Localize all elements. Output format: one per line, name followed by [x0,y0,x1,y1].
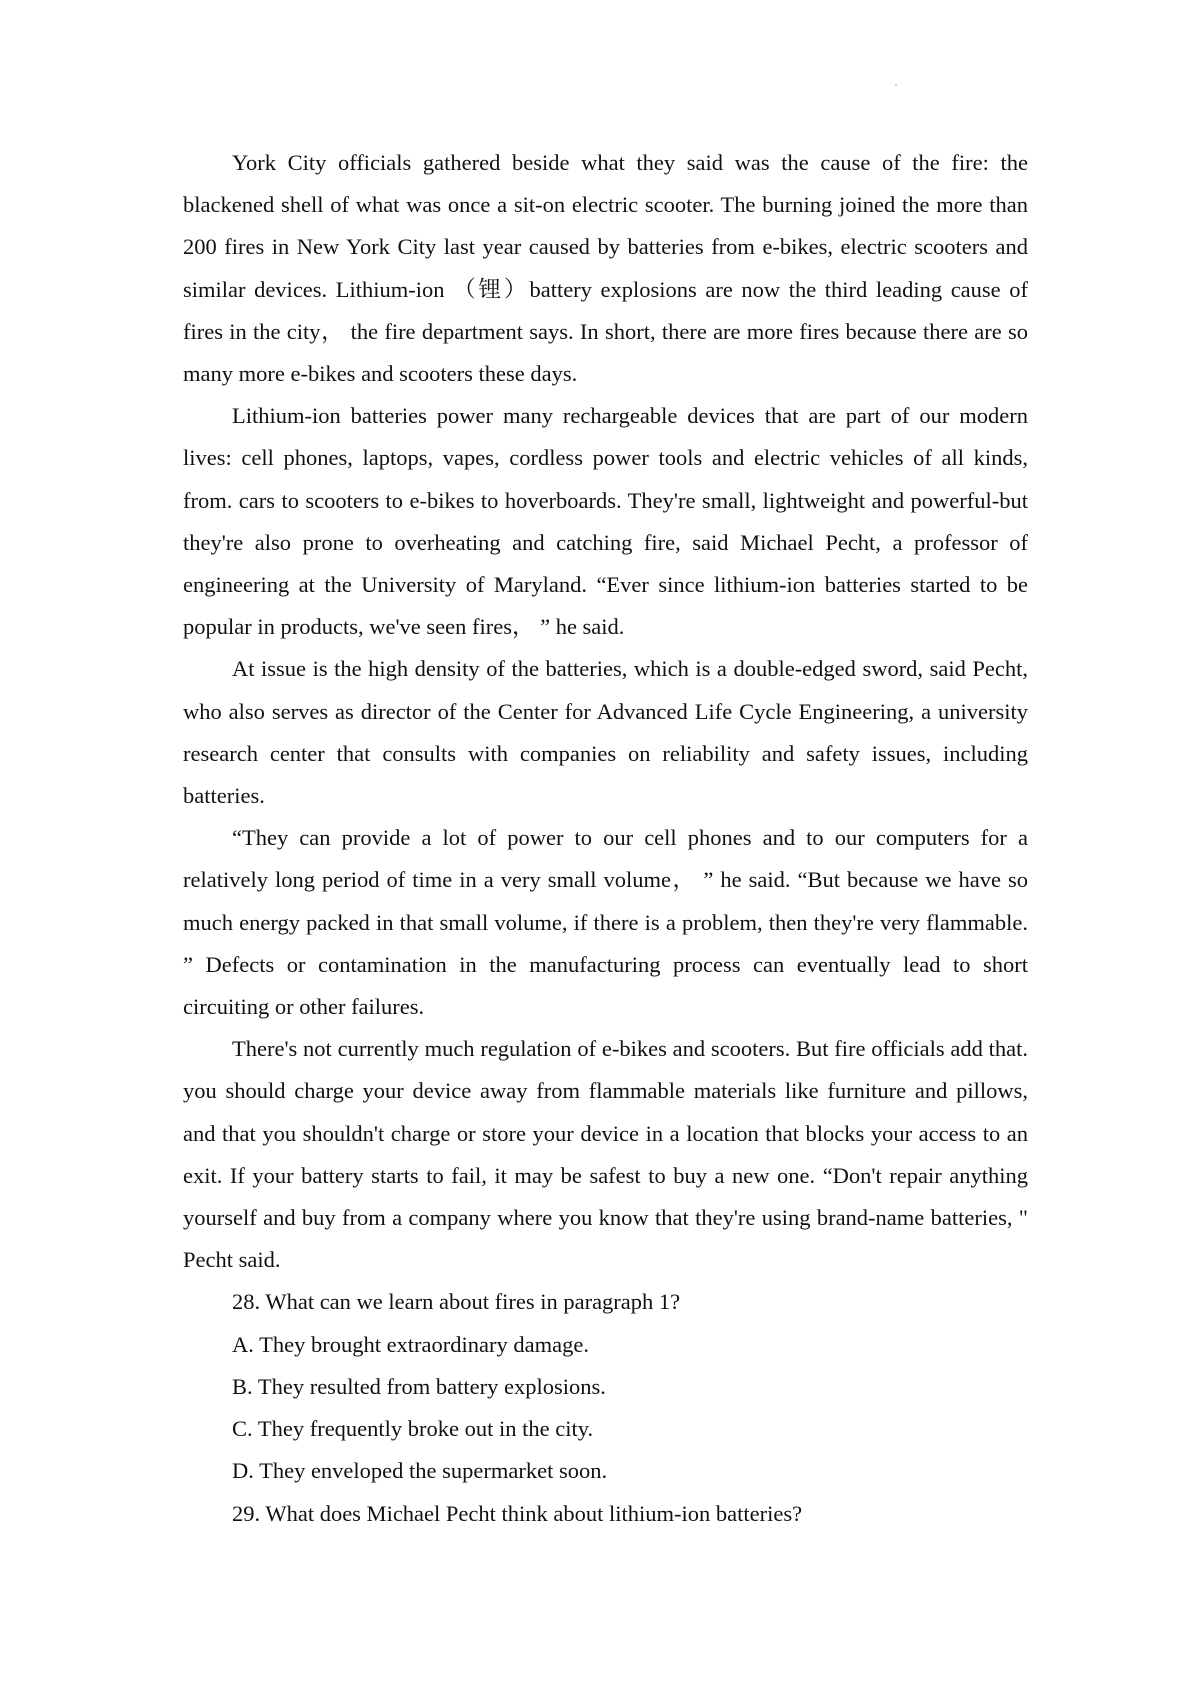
option-d: D. They enveloped the supermarket soon. [232,1458,608,1484]
page-speck [895,84,897,86]
question-28 [183,1281,1028,1492]
paragraph-4: “They can provide a lot of power to our cell phones and to our computers for a relatively long period of time in a very small volume， ” he said. “But because we have so much energy packed in that small volume, if there is a problem, then they're very flammable. ” Defects or contamination in the manufacturing process can eventually lead to short circuiting or other failures. [183,825,1028,1020]
reading-passage [183,142,1028,1535]
question-stem: 28. What can we learn about fires in paragraph 1? [232,1289,681,1315]
question-stem: 29. What does Michael Pecht think about lithium-ion batteries? [232,1500,803,1526]
paragraph-5: There's not currently much regulation of e-bikes and scooters. But fire officials add that. you should charge your device away from flammable materials like furniture and pillows, and that you shouldn't charge or store your device in a location that blocks your access to an exit. If your battery starts to fail, it may be safest to buy a new one. “Don't repair anything yourself and buy from a company where you know that they're using brand-name batteries, " Pecht said. [183,1036,1028,1273]
option-b: B. They resulted from battery explosions. [232,1373,606,1399]
question-29 [183,1493,1028,1535]
option-c: C. They frequently broke out in the city. [232,1416,594,1442]
paragraph-3: At issue is the high density of the batteries, which is a double-edged sword, said Pecht, who also serves as director of the Center for Advanced Life Cycle Engineering, a university research center that consults with companies on reliability and safety issues, including batteries. [183,656,1028,809]
paragraph-1: York City officials gathered beside what they said was the cause of the fire: the blackened shell of what was once a sit-on electric scooter. The burning joined the more than 200 fires in New York City last year caused by batteries from e-bikes, electric scooters and similar devices. Lithium-ion （锂）battery explosions are now the third leading cause of fires in the city， the fire department says. In short, there are more fires because there are so many more e-bikes and scooters these days. [183,150,1028,387]
paragraph-2: Lithium-ion batteries power many rechargeable devices that are part of our modern lives: cell phones, laptops, vapes, cordless power tools and electric vehicles of all kinds, from. cars to scooters to e-bikes to hoverboards. They're small, lightweight and powerful-but they're also prone to overheating and catching fire, said Michael Pecht, a professor of engineering at the University of Maryland. “Ever since lithium-ion batteries started to be popular in products, we've seen fires， ” he said. [183,403,1028,640]
option-a: A. They brought extraordinary damage. [232,1331,589,1357]
